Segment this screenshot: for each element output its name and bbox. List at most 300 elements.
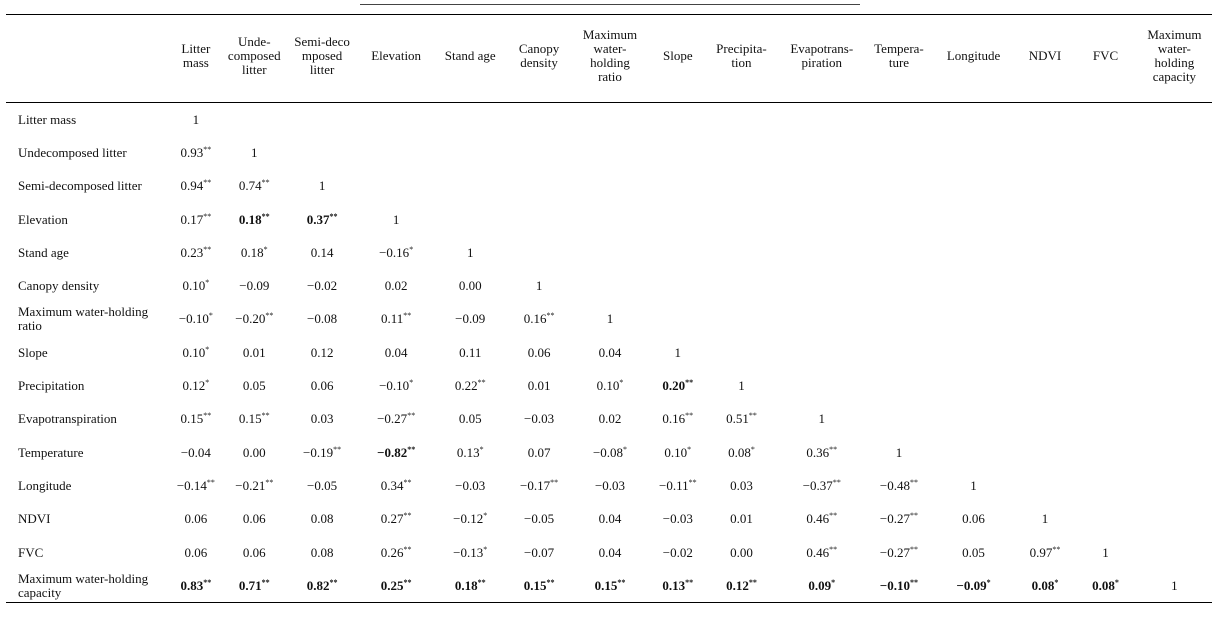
significance-marker: *	[619, 378, 624, 388]
table-cell	[224, 269, 285, 302]
table-cell	[1137, 236, 1212, 269]
cell-value: −0.27	[879, 544, 910, 560]
table-cell	[777, 236, 867, 269]
table-cell	[433, 469, 508, 502]
table-cell	[931, 403, 1016, 436]
column-header-line: Semi-deco	[294, 33, 350, 49]
table-cell	[508, 203, 571, 236]
cell-value: 0.00	[730, 544, 753, 560]
table-cell	[706, 170, 777, 203]
table-cell	[433, 369, 508, 402]
cell-value: 0.05	[242, 378, 266, 394]
table-cell	[360, 303, 433, 336]
significance-marker: *	[205, 344, 210, 354]
cell-value: 0.04	[384, 344, 408, 360]
table-cell	[650, 136, 706, 169]
table-row	[6, 369, 1212, 402]
row-label: Semi-decomposed litter	[18, 178, 142, 194]
table-cell	[360, 336, 433, 369]
cell-value: 0.18	[454, 577, 478, 593]
table-cell	[706, 403, 777, 436]
table-body	[6, 103, 1212, 603]
table-cell	[867, 536, 932, 569]
cell-value: 0.74	[238, 178, 262, 194]
cell-value: 0.06	[527, 344, 551, 360]
table-cell	[777, 369, 867, 402]
table-cell	[1016, 536, 1074, 569]
cell-value: −0.04	[180, 444, 211, 460]
significance-marker: **	[265, 477, 274, 487]
significance-marker: **	[403, 477, 412, 487]
column-header-line: FVC	[1092, 47, 1119, 63]
cell-value: 0.07	[527, 444, 551, 460]
table-cell	[433, 569, 508, 603]
cell-value: 0.37	[306, 211, 330, 227]
table-cell	[706, 503, 777, 536]
table-cell	[1137, 503, 1212, 536]
table-cell	[867, 203, 932, 236]
significance-marker: **	[261, 211, 270, 221]
cell-value: 0.03	[730, 477, 753, 493]
table-cell	[1074, 103, 1137, 137]
significance-marker: *	[623, 444, 628, 454]
cell-value: 0.02	[384, 278, 408, 294]
table-cell	[508, 170, 571, 203]
table-row	[6, 303, 1212, 336]
significance-marker: **	[617, 577, 626, 587]
row-label: Precipitation	[18, 378, 85, 394]
significance-marker: **	[685, 411, 694, 421]
column-header	[224, 15, 285, 103]
table-cell	[867, 236, 932, 269]
row-label: Slope	[18, 344, 48, 360]
table-cell	[1137, 536, 1212, 569]
table-cell	[777, 536, 867, 569]
table-cell	[285, 569, 360, 603]
table-cell	[931, 236, 1016, 269]
cell-value: 0.01	[730, 511, 753, 527]
table-cell	[867, 436, 932, 469]
table-row	[6, 469, 1212, 502]
table-cell	[706, 103, 777, 137]
table-cell	[285, 536, 360, 569]
column-header-line: Slope	[662, 47, 693, 63]
table-cell	[285, 503, 360, 536]
table-cell	[508, 403, 571, 436]
table-cell	[1074, 203, 1137, 236]
table-cell	[360, 269, 433, 302]
significance-marker: *	[1114, 577, 1119, 587]
table-cell	[433, 170, 508, 203]
significance-marker: **	[829, 444, 838, 454]
table-cell	[508, 336, 571, 369]
table-cell	[650, 503, 706, 536]
table-cell	[706, 236, 777, 269]
cell-value: 0.02	[598, 411, 622, 427]
table-cell	[360, 136, 433, 169]
cell-value: −0.07	[524, 544, 555, 560]
table-cell	[1137, 403, 1212, 436]
table-cell	[867, 503, 932, 536]
table-cell	[1016, 403, 1074, 436]
table-cell	[433, 103, 508, 137]
table-cell	[1016, 503, 1074, 536]
row-label: Undecomposed litter	[18, 144, 127, 160]
table-cell	[650, 369, 706, 402]
table-cell	[777, 336, 867, 369]
table-cell	[1137, 170, 1212, 203]
table-cell	[570, 103, 649, 137]
significance-marker: **	[403, 544, 412, 554]
column-header-line: litter	[309, 61, 335, 77]
table-cell	[1074, 236, 1137, 269]
table-cell	[360, 403, 433, 436]
cell-value: 0.15	[180, 411, 204, 427]
cell-value: 1	[192, 111, 200, 127]
table-cell	[285, 336, 360, 369]
table-cell	[650, 269, 706, 302]
table-row	[6, 536, 1212, 569]
cell-value: −0.08	[307, 311, 338, 327]
cell-value: −0.03	[662, 511, 693, 527]
table-cell	[867, 369, 932, 402]
significance-marker: **	[407, 444, 416, 454]
column-header	[285, 15, 360, 103]
significance-marker: **	[688, 477, 697, 487]
cell-value: 0.06	[310, 378, 334, 394]
cell-value: −0.10	[379, 378, 410, 394]
cell-value: 0.82	[306, 577, 330, 593]
cell-value: 0.17	[180, 211, 204, 227]
column-header-line: Canopy	[518, 40, 560, 56]
cell-value: −0.11	[659, 477, 689, 493]
table-cell	[570, 336, 649, 369]
table-cell	[508, 269, 571, 302]
cell-value: 0.71	[238, 577, 262, 593]
significance-marker: **	[407, 411, 416, 421]
significance-marker: **	[477, 577, 486, 587]
cell-value: 1	[1041, 511, 1049, 527]
cell-value: −0.19	[303, 444, 334, 460]
header-corner	[6, 15, 168, 103]
table-cell	[706, 269, 777, 302]
table-cell	[570, 503, 649, 536]
table-cell	[1016, 103, 1074, 137]
column-header-line: Unde-	[238, 33, 271, 49]
significance-marker: **	[329, 577, 338, 587]
table-cell	[570, 303, 649, 336]
significance-marker: **	[261, 178, 270, 188]
table-cell	[570, 469, 649, 502]
table-row	[6, 136, 1212, 169]
table-cell	[508, 503, 571, 536]
table-cell	[168, 303, 224, 336]
table-cell	[168, 369, 224, 402]
table-cell	[650, 236, 706, 269]
table-cell	[931, 369, 1016, 402]
significance-marker: *	[1054, 577, 1059, 587]
table-cell	[168, 203, 224, 236]
table-cell	[706, 469, 777, 502]
table-cell	[285, 236, 360, 269]
cell-value: 0.83	[180, 577, 204, 593]
table-cell	[285, 469, 360, 502]
table-cell	[706, 536, 777, 569]
table-cell	[650, 469, 706, 502]
cell-value: 1	[535, 278, 543, 294]
table-cell	[650, 336, 706, 369]
significance-marker: *	[483, 511, 488, 521]
column-header-line: composed	[227, 47, 281, 63]
table-cell	[570, 536, 649, 569]
table-cell	[867, 403, 932, 436]
table-cell	[1137, 369, 1212, 402]
cell-value: 0.16	[523, 311, 547, 327]
table-cell	[777, 170, 867, 203]
cell-value: 0.51	[726, 411, 749, 427]
column-header-line: litter	[242, 61, 267, 77]
table-cell	[168, 436, 224, 469]
row-label: NDVI	[18, 511, 51, 527]
row-label: Elevation	[18, 211, 68, 227]
cell-value: 1	[606, 311, 614, 327]
table-cell	[1016, 236, 1074, 269]
table-cell	[168, 170, 224, 203]
table-cell	[650, 569, 706, 603]
table-row	[6, 569, 1212, 603]
cell-value: 1	[818, 411, 826, 427]
column-header	[1074, 15, 1137, 103]
table-cell	[433, 203, 508, 236]
significance-marker: **	[403, 577, 412, 587]
table-cell	[777, 103, 867, 137]
column-header-line: Evapotrans-	[790, 40, 854, 56]
row-label: Maximum water-holding ratio	[18, 304, 149, 334]
cell-value: 1	[1171, 577, 1178, 593]
column-header-line: mass	[182, 54, 209, 70]
significance-marker: **	[261, 411, 270, 421]
table-cell	[931, 503, 1016, 536]
column-header-line: Litter	[181, 40, 211, 56]
table-cell	[168, 503, 224, 536]
significance-marker: **	[403, 311, 412, 321]
cell-value: 0.01	[527, 378, 551, 394]
significance-marker: **	[685, 577, 694, 587]
cell-value: 0.46	[806, 544, 830, 560]
table-cell	[224, 136, 285, 169]
table-cell	[433, 503, 508, 536]
significance-marker: **	[748, 577, 757, 587]
row-label: Litter mass	[18, 111, 77, 127]
table-row	[6, 170, 1212, 203]
column-header-line: Maximum	[1147, 26, 1202, 42]
table-cell	[777, 136, 867, 169]
column-header-line: Longitude	[946, 47, 1001, 63]
cell-value: 0.22	[454, 378, 478, 394]
table-cell	[1074, 569, 1137, 603]
table-cell	[224, 403, 285, 436]
table-cell	[867, 269, 932, 302]
column-header	[508, 15, 571, 103]
table-cell	[168, 536, 224, 569]
table-cell	[650, 536, 706, 569]
row-label: FVC	[18, 544, 44, 560]
table-cell	[867, 103, 932, 137]
table-cell	[1074, 503, 1137, 536]
correlation-matrix-table	[6, 14, 1212, 603]
significance-marker: *	[208, 311, 213, 321]
table-cell	[360, 469, 433, 502]
table-cell	[224, 103, 285, 137]
significance-marker: *	[479, 444, 484, 454]
cell-value: 1	[674, 344, 682, 360]
cell-value: 0.12	[726, 577, 749, 593]
cell-value: 0.08	[1092, 577, 1115, 593]
table-cell	[867, 569, 932, 603]
cell-value: 0.04	[598, 344, 622, 360]
table-cell	[433, 536, 508, 569]
significance-marker: **	[477, 378, 486, 388]
cell-value: −0.14	[176, 477, 207, 493]
table-cell	[570, 236, 649, 269]
table-cell	[706, 303, 777, 336]
cell-value: 0.00	[242, 444, 266, 460]
cell-value: 0.08	[1031, 577, 1055, 593]
cell-value: 1	[895, 444, 903, 460]
table-cell	[285, 136, 360, 169]
table-cell	[224, 203, 285, 236]
table-cell	[168, 103, 224, 137]
table-row	[6, 336, 1212, 369]
column-header-line: water-	[593, 40, 627, 56]
table-row	[6, 503, 1212, 536]
column-header	[168, 15, 224, 103]
column-header-line: Stand age	[444, 47, 496, 63]
column-header-line: capacity	[1152, 68, 1197, 84]
table-cell	[285, 103, 360, 137]
cell-value: −0.21	[235, 477, 266, 493]
table-cell	[931, 136, 1016, 169]
table-cell	[360, 569, 433, 603]
table-cell	[650, 103, 706, 137]
table-cell	[777, 436, 867, 469]
significance-marker: **	[829, 511, 838, 521]
table-cell	[360, 103, 433, 137]
significance-marker: **	[333, 444, 342, 454]
table-cell	[1016, 203, 1074, 236]
cell-value: −0.27	[377, 411, 408, 427]
header-row	[6, 15, 1212, 103]
column-header-line: Precipita-	[716, 40, 767, 56]
table-cell	[931, 170, 1016, 203]
significance-marker: **	[403, 511, 412, 521]
clipped-caption-fragment	[0, 0, 1218, 8]
column-header-line: piration	[801, 54, 842, 70]
table-cell	[1074, 136, 1137, 169]
cell-value: 0.93	[180, 144, 204, 160]
table-cell	[224, 170, 285, 203]
table-cell	[1137, 336, 1212, 369]
cell-value: −0.13	[453, 544, 484, 560]
table-cell	[570, 269, 649, 302]
table-cell	[1016, 469, 1074, 502]
column-header-line: water-	[1157, 40, 1191, 56]
table-cell	[1137, 436, 1212, 469]
table-cell	[168, 469, 224, 502]
table-cell	[570, 170, 649, 203]
table-cell	[777, 569, 867, 603]
table-cell	[570, 369, 649, 402]
table-cell	[650, 170, 706, 203]
table-row	[6, 236, 1212, 269]
table-cell	[867, 469, 932, 502]
column-header-line: mposed	[301, 47, 343, 63]
cell-value: 0.14	[310, 244, 334, 260]
significance-marker: **	[550, 477, 559, 487]
cell-value: 0.25	[380, 577, 404, 593]
cell-value: 1	[318, 178, 326, 194]
table-cell	[285, 436, 360, 469]
table-cell	[224, 236, 285, 269]
table-row	[6, 403, 1212, 436]
table-row	[6, 269, 1212, 302]
cell-value: −0.17	[520, 477, 551, 493]
column-header	[706, 15, 777, 103]
table-cell	[706, 203, 777, 236]
table-cell	[360, 236, 433, 269]
cell-value: 0.08	[728, 444, 751, 460]
table-cell	[867, 336, 932, 369]
significance-marker: **	[748, 411, 757, 421]
significance-marker: **	[910, 577, 919, 587]
cell-value: 1	[738, 378, 745, 394]
cell-value: −0.82	[377, 444, 408, 460]
significance-marker: *	[750, 444, 755, 454]
cell-value: 1	[251, 144, 258, 160]
table-cell	[224, 503, 285, 536]
table-cell	[168, 136, 224, 169]
table-cell	[867, 136, 932, 169]
table-cell	[706, 136, 777, 169]
table-cell	[285, 269, 360, 302]
column-header-line: holding	[590, 54, 630, 70]
table-cell	[285, 303, 360, 336]
cell-value: 0.05	[962, 544, 985, 560]
table-cell	[931, 303, 1016, 336]
table-cell	[777, 269, 867, 302]
cell-value: 0.10	[664, 444, 688, 460]
cell-value: 0.94	[180, 178, 204, 194]
cell-value: 0.18	[238, 211, 262, 227]
table-cell	[650, 203, 706, 236]
table-cell	[1074, 536, 1137, 569]
table-cell	[1137, 136, 1212, 169]
cell-value: 0.13	[456, 444, 480, 460]
table-cell	[777, 203, 867, 236]
cell-value: 0.15	[238, 411, 262, 427]
table-cell	[1074, 269, 1137, 302]
significance-marker: **	[910, 544, 918, 554]
cell-value: 1	[466, 244, 474, 260]
cell-value: 0.46	[806, 511, 830, 527]
cell-value: 0.10	[182, 344, 206, 360]
table-cell	[1016, 336, 1074, 369]
column-header-line: NDVI	[1028, 47, 1062, 63]
table-cell	[1137, 203, 1212, 236]
table-cell	[931, 469, 1016, 502]
cell-value: 0.06	[242, 544, 266, 560]
significance-marker: **	[1052, 544, 1061, 554]
